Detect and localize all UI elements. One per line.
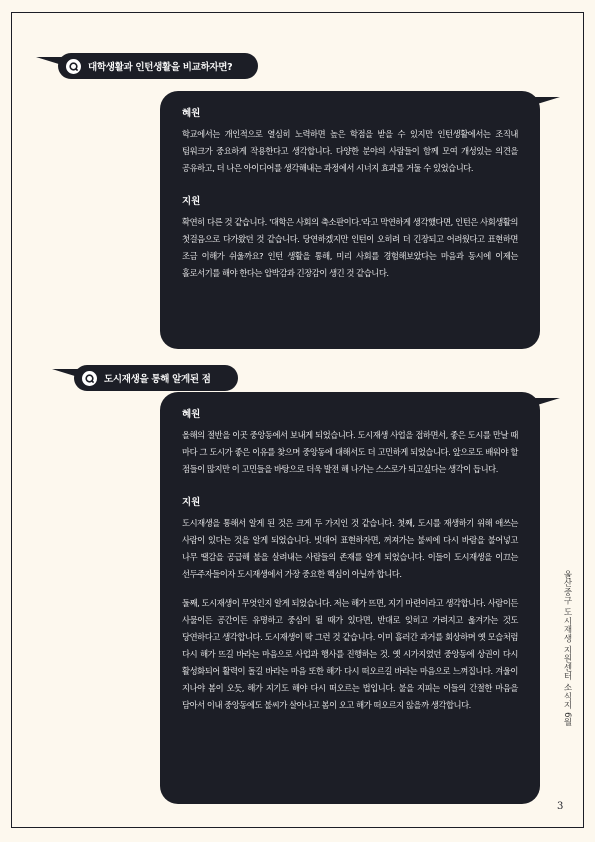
question-label: 도시재생을 통해 알게된 점 <box>104 374 211 385</box>
question-label: 대학생활과 인턴생활을 비교하자면? <box>88 62 233 73</box>
answer-bubble-tail <box>534 97 560 105</box>
q-badge-icon <box>66 59 81 74</box>
answer-paragraph: 도시재생을 통해서 알게 된 것은 크게 두 가지인 것 같습니다. 첫째, 도시를 재생하기 위해 애쓰는 사람이 있다는 것을 알게 되었습니다. 빗대어 표현하자면, 꺼져가는 불씨에 다시 바람을 불어넣고 나무 땔감을 공급해 불을 살려내는 사람들의 존재를 알게 되었습니다. 이들이 도시재생을 이끄는 선두주자들이자 도시재생에서 가장 중요한 핵심이 아닐까 합니다. <box>182 518 518 579</box>
page-number: 3 <box>557 801 564 812</box>
speaker-name: 지원 <box>182 196 201 207</box>
question-pill-tail <box>52 369 78 377</box>
answer-paragraph: 학교에서는 개인적으로 열심히 노력하면 높은 학점을 받을 수 있지만 인턴생활에서는 조직내 팀워크가 중요하게 작용한다고 생각합니다. 다양한 분야의 사람들이 함께 모여 개성있는 의견을 공유하고, 더 나은 아이디어를 생각해내는 과정에서 시너지 효과를 거둘 수 있었습니다. <box>182 129 518 173</box>
q-badge-icon <box>82 371 97 386</box>
question-pill-tail <box>36 57 62 65</box>
answer-bubble-tail <box>534 398 560 406</box>
question-pill <box>58 53 258 79</box>
answer-paragraph: 올해의 절반을 이곳 중앙동에서 보내게 되었습니다. 도시재생 사업을 접하면서, 좋은 도시를 만날 때 마다 그 도시가 좋은 이유를 찾으며 중앙동에 대해서도 더 고민하게 되었습니다. 앞으로도 배워야 할 점들이 많지만 이 고민들을 바탕으로 더욱 발전 해 나가는 스스로가 되고싶다는 생각이 듭니다. <box>182 430 518 474</box>
speaker-name: 혜원 <box>182 409 201 420</box>
question-pill <box>74 365 238 391</box>
answer-bubble <box>160 392 540 804</box>
speaker-name: 지원 <box>182 497 201 508</box>
answer-paragraph: 둘째, 도시재생이 무엇인지 알게 되었습니다. 저는 해가 뜨면, 지기 마련이라고 생각합니다. 사람이든 사물이든 공간이든 유명하고 중심이 될 때가 있다면, 반대로 잊히고 가려지고 옮겨가는 것도 당연하다고 생각합니다. 도시재생이 딱 그런 것 같습니다. 이미 흘러간 과거를 회상하며 옛 모습처럼 다시 해가 뜨길 바라는 마음으로 사업과 행사를 진행하는 것. 옛 시가지였던 중앙동에 상권이 다시 활성화되어 활력이 돌길 바라는 마음 또한 해가 다시 떠오르길 바라는 마음으로 느껴집니다. 겨울이 지나야 봄이 오듯, 해가 지기도 해야 다시 떠오르는 법입니다. 불을 지피는 이들의 간절한 마음을 담아서 이내 중앙동에도 불씨가 살아나고 봄이 오고 해가 떠오르지 않을까 생각합니다. <box>182 598 518 710</box>
newsletter-sidebar-title: 울산중구 도시재생 지원센터 소식지 6월 <box>562 570 572 727</box>
answer-bubble <box>160 91 540 349</box>
answer-paragraph: 확연히 다른 것 같습니다. '대학은 사회의 축소판이다.'라고 막연하게 생각했다면, 인턴은 사회생활의 첫걸음으로 다가왔던 것 같습니다. 당연하겠지만 인턴이 오히려 더 긴장되고 어려웠다고 표현하면 조금 이해가 쉬울까요? 인턴 생활을 통해, 미리 사회를 경험해보았다는 마음과 동시에 이제는 홀로서기를 해야 한다는 압박감과 긴장감이 생긴 것 같습니다. <box>182 217 518 278</box>
speaker-name: 혜원 <box>182 108 201 119</box>
